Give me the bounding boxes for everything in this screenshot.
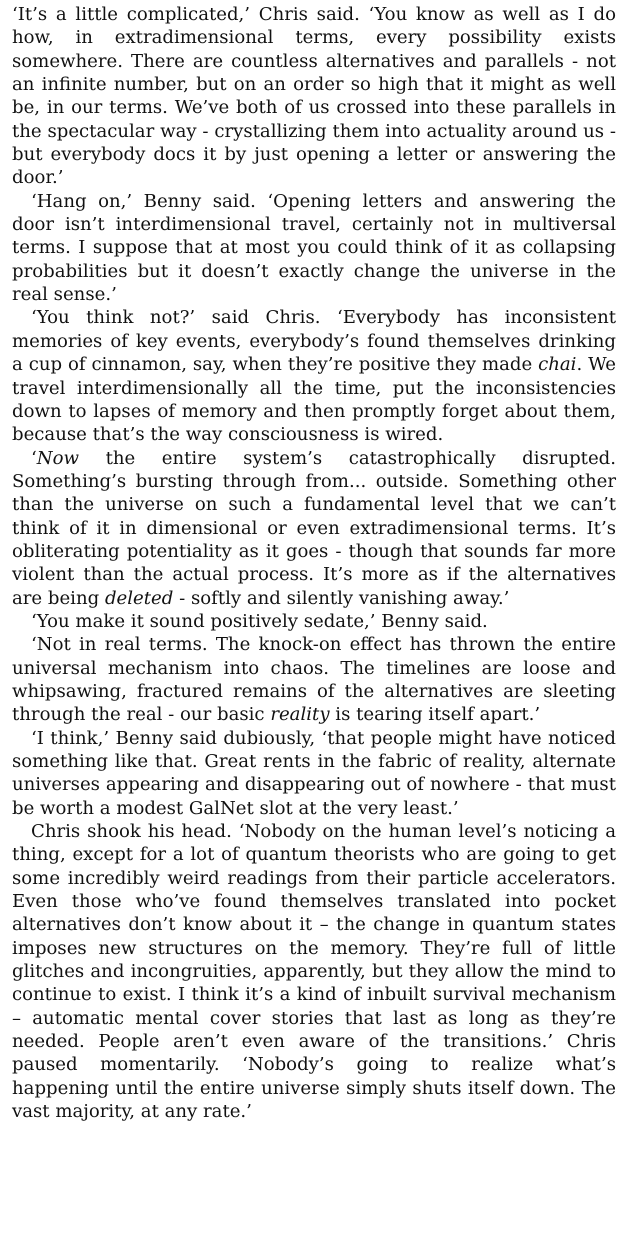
paragraph-7-text: ‘I think,’ Benny said dubiously, ‘that people might have noticed something like that. Great rents in the fabric of reality, alternate universes appearing and disappearing out of nowhere - that must be worth a modest GalNet slot at the very least.’ (12, 727, 616, 819)
paragraph-4-quote-open: ‘ (31, 447, 37, 469)
paragraph-5 (12, 610, 616, 633)
paragraph-3-text-a: ‘You think not?’ said Chris. ‘Everybody has inconsistent memories of key events, everybody’s found themselves drinking a cup of cinnamon, say, when they’re positive they made (12, 307, 616, 376)
italic-chai: chai (538, 354, 577, 376)
paragraph-6 (12, 633, 616, 726)
paragraph-4-text-b: - softly and silently vanishing away.’ (173, 587, 510, 609)
paragraph-3-text-b: . We travel interdimensionally all the time, put the inconsistencies down to lapses of memory and then promptly forget about them, because that’s the way consciousness is wired. (12, 354, 616, 446)
paragraph-1 (12, 3, 616, 190)
paragraph-1-text: ‘It’s a little complicated,’ Chris said. ‘You know as well as I do how, in extradimensional terms, every possibility exists somewhere. There are countless alternatives and parallels - not an infinite number, but on an order so high that it might as well be, in our terms. We’ve both of us crossed into these parallels in the spectacular way - crystallizing them into actuality around us - but everybody docs it by just opening a letter or answering the door.’ (12, 4, 616, 189)
paragraph-3 (12, 306, 616, 446)
paragraph-4 (12, 447, 616, 610)
paragraph-6-text-a: ‘Not in real terms. The knock-on effect has thrown the entire universal mechanism into chaos. The timelines are loose and whipsawing, fractured remains of the alternatives are sleeting through the real - our basic (12, 634, 616, 726)
paragraph-7 (12, 727, 616, 820)
paragraph-8 (12, 820, 616, 1123)
paragraph-5-text: ‘You make it sound positively sedate,’ Benny said. (31, 610, 488, 632)
paragraph-2-text: ‘Hang on,’ Benny said. ‘Opening letters and answering the door isn’t interdimensional travel, certainly not in multiversal terms. I suppose that at most you could think of it as collapsing probabilities but it doesn’t exactly change the universe in the real sense.’ (12, 190, 616, 306)
italic-now: Now (36, 447, 79, 469)
paragraph-6-text-b: is tearing itself apart.’ (329, 704, 541, 726)
paragraph-8-text: Chris shook his head. ‘Nobody on the human level’s noticing a thing, except for a lot of quantum theorists who are going to get some incredibly weird readings from their particle accelerators. Even those who’ve found themselves translated into pocket alternatives don’t know about it – the change in quantum states imposes new structures on the memory. They’re full of little glitches and incongruities, apparently, but they allow the mind to continue to exist. I think it’s a kind of inbuilt survival mechanism – automatic mental cover stories that last as long as they’re needed. People aren’t even aware of the transitions.’ Chris paused momentarily. ‘Nobody’s going to realize what’s happening until the entire universe simply shuts itself down. The vast majority, at any rate.’ (12, 821, 616, 1123)
italic-reality: reality (270, 704, 330, 726)
paragraph-4-text-a: the entire system’s catastrophically disrupted. Something’s bursting through from... outside. Something other than the universe on such a fundamental level that we can’t think of it in dimensional or even extradimensional terms. It’s obliterating potentiality as it goes - though that sounds far more violent than the actual process. It’s more as if the alternatives are being (12, 447, 616, 609)
italic-deleted: deleted (104, 587, 174, 609)
paragraph-2 (12, 190, 616, 307)
